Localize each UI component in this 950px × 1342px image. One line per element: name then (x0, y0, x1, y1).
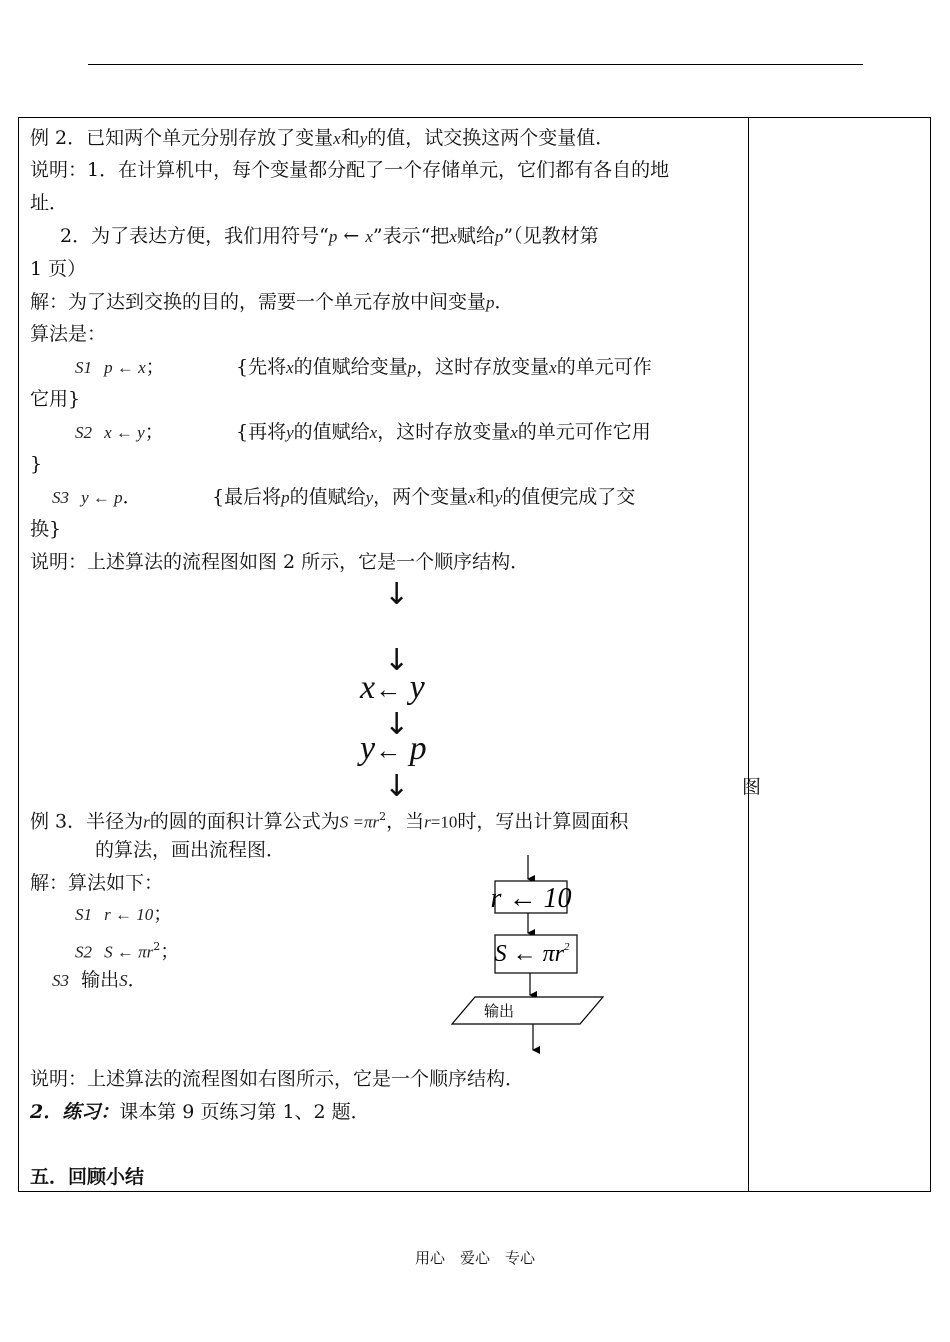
example3-step3: S3 输出S． (52, 969, 147, 991)
flowchart-output-text: 输出 (484, 1002, 515, 1020)
flowchart-box-compute-s-text: S ← $\pi r^2$ (494, 941, 570, 967)
flow-arrow-4: ↓ (384, 769, 410, 804)
example3-solution: 解：算法如下： (30, 872, 164, 894)
example2-note2-cont: 1 页） (30, 258, 87, 280)
example3-step2: S2 S ← $\pi r^2$； (75, 940, 180, 963)
example2-step3: S3 y ← p． (52, 486, 142, 508)
example3-step1: S1 r ← 10； (75, 903, 173, 925)
exercise-line: 2．练习：课本第 9 页练习第 1、2 题． (30, 1101, 370, 1123)
header-rule (88, 64, 863, 65)
example2-note1-cont: 址． (30, 192, 69, 214)
flow-arrow-2: ↓ (384, 643, 410, 678)
page-footer: 用心 爱心 专心 (414, 1249, 535, 1267)
example2-step3-note-cont: 换} (30, 518, 62, 540)
example2-description: 说明：上述算法的流程图如图 2 所示，它是一个顺序结构． (30, 551, 530, 573)
flow-assign-y-p: y← p (360, 730, 427, 767)
example2-step1: S1 p ← x； (75, 356, 165, 378)
example2-note2: 2．为了表达方便，我们用符号“p ← x”表示“把x赋给p”（见教材第 (60, 225, 599, 247)
figure-caption-char: 图 (742, 776, 762, 798)
example2-step1-note-cont: 它用} (30, 388, 81, 410)
example2-note1: 说明：1．在计算机中，每个变量都分配了一个存储单元，它们都有各自的地 (30, 159, 670, 181)
flow-assign-x-y: x← y (360, 669, 425, 706)
example2-step2-note-cont: } (30, 453, 43, 475)
example2-solution: 解：为了达到交换的目的，需要一个单元存放中间变量p． (30, 291, 514, 313)
example3-title-cont: 的算法，画出流程图． (95, 839, 286, 861)
example2-step3-note: {最后将p的值赋给y，两个变量x和y的值便完成了交 (212, 486, 636, 508)
example2-title: 例 2．已知两个单元分别存放了变量x和y的值，试交换这两个变量值． (30, 127, 615, 149)
example2-algorithm-label: 算法是： (30, 323, 107, 345)
example3-flowchart (440, 850, 620, 1055)
example3-title: 例 3．半径为r的圆的面积计算公式为$S =\pi r^2$，当r=10时，写出计算圆面积 (30, 810, 629, 833)
flow-arrow-3: ↓ (384, 707, 410, 742)
table-column-divider (748, 117, 749, 1192)
section-review-summary: 五．回顾小结 (30, 1166, 145, 1188)
flowchart-output-parallelogram (452, 997, 603, 1024)
example2-step2-note: {再将y的值赋给x，这时存放变量x的单元可作它用 (236, 421, 651, 443)
flow-arrow-1: ↓ (384, 577, 410, 612)
flowchart-box-assign-r-text: r ← 10 (490, 883, 572, 914)
example2-step1-note: {先将x的值赋给变量p，这时存放变量x的单元可作 (236, 356, 652, 378)
example3-description: 说明：上述算法的流程图如右图所示，它是一个顺序结构． (30, 1068, 525, 1090)
example2-step2: S2 x ← y； (75, 421, 164, 443)
